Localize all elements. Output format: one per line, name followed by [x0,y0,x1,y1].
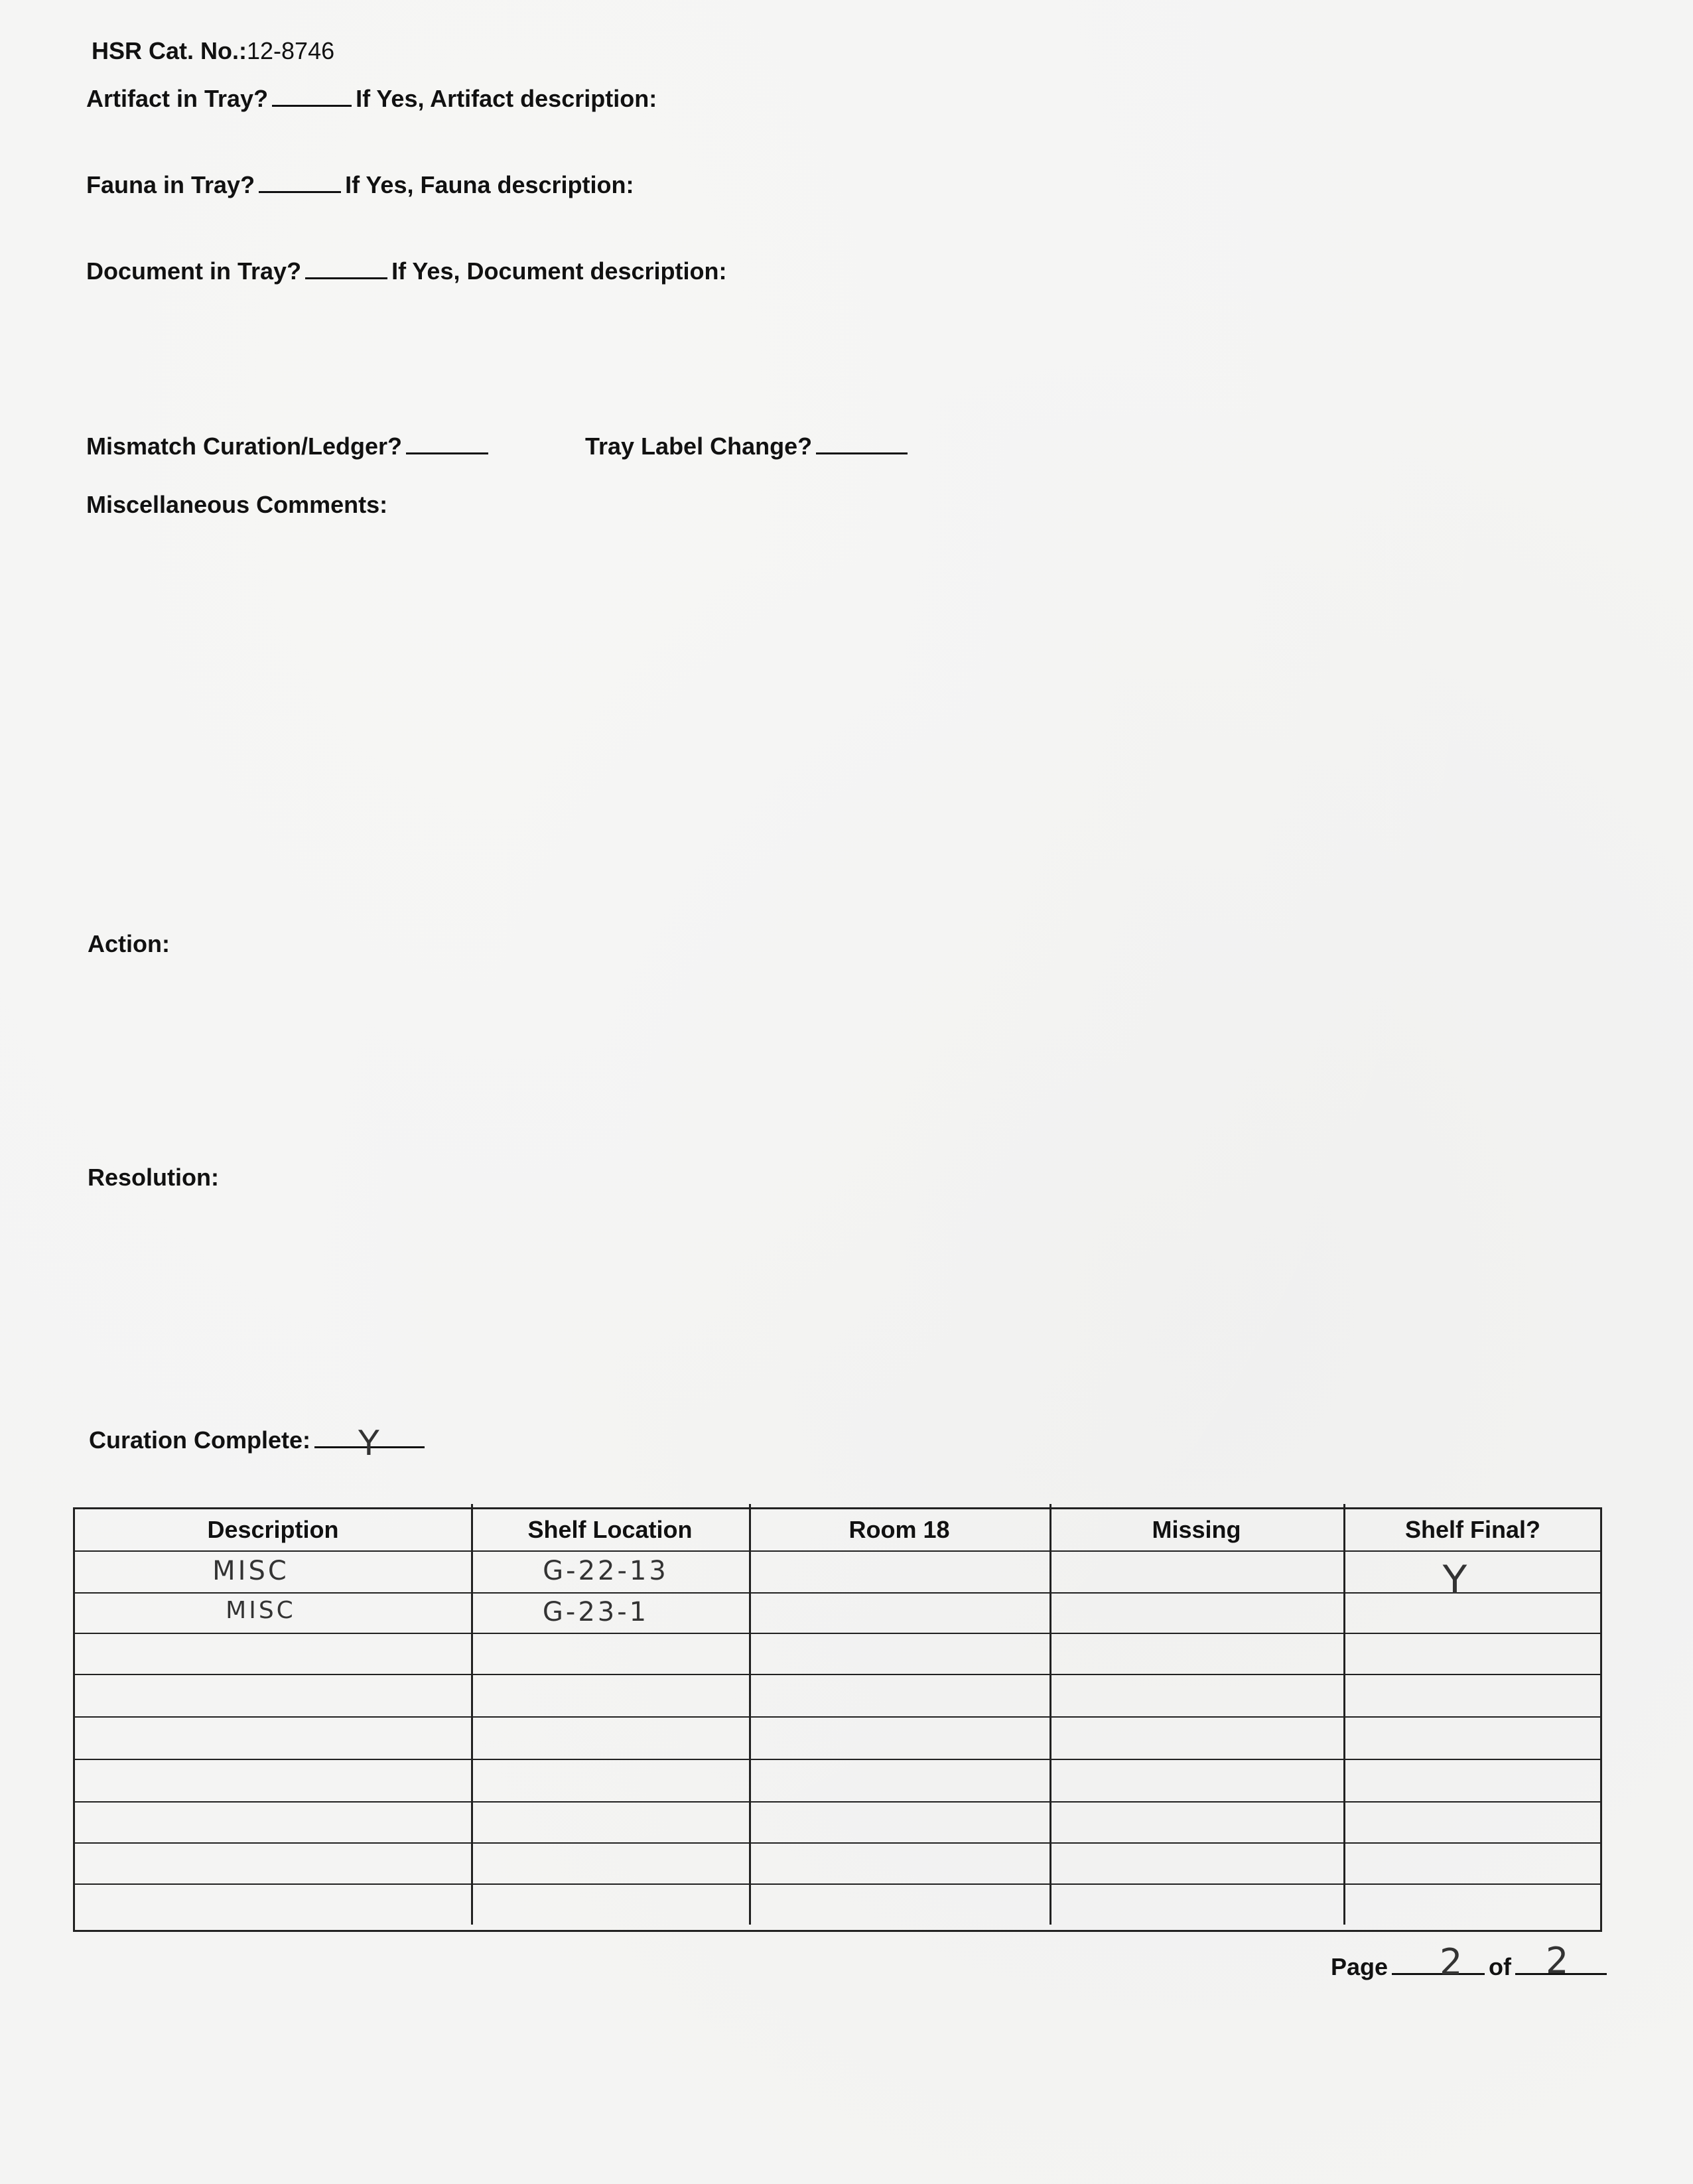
page-blank[interactable] [1392,1953,1485,1975]
tray-label-change-label: Tray Label Change? [585,433,813,460]
table-rule [75,1801,1600,1803]
mismatch-line [86,433,492,460]
artifact-desc-label: If Yes, Artifact description: [356,85,657,112]
document-label: Document in Tray? [86,257,302,285]
table-rule [75,1674,1600,1675]
curation-table [73,1507,1602,1932]
fauna-label: Fauna in Tray? [86,171,255,198]
document-line [86,257,727,285]
of-value: 2 [1546,1940,1572,1982]
row-2-shelf-location: G-23-1 [542,1597,649,1627]
artifact-label: Artifact in Tray? [86,85,269,112]
row-2-description: MISC [226,1597,296,1624]
row-1-shelf-final: Y [1442,1557,1470,1604]
row-1-description: MISC [212,1556,289,1586]
table-rule [75,1883,1600,1885]
document-desc-label: If Yes, Document description: [391,257,727,285]
header-missing: Missing [1152,1516,1241,1543]
mismatch-blank[interactable] [406,433,488,454]
cat-number-line [92,37,334,65]
tray-label-change-blank[interactable] [816,433,908,454]
tray-label-change-line [585,433,912,460]
row-1-shelf-location: G-22-13 [543,1556,669,1586]
artifact-line [86,85,657,113]
fauna-desc-label: If Yes, Fauna description: [345,171,634,198]
header-description: Description [207,1516,339,1543]
curation-complete-value: Y [358,1424,382,1464]
table-rule [75,1759,1600,1760]
header-shelf-location: Shelf Location [527,1516,693,1543]
document-blank[interactable] [305,257,387,279]
fauna-line [86,171,634,199]
of-label: of [1489,1953,1512,1980]
header-shelf-final: Shelf Final? [1404,1516,1540,1543]
misc-comments-label: Miscellaneous Comments: [86,491,388,518]
table-rule [75,1550,1600,1552]
table-column-rule [749,1504,751,1925]
table-rule [75,1716,1600,1718]
mismatch-label: Mismatch Curation/Ledger? [86,433,403,460]
resolution-label: Resolution: [88,1164,219,1191]
table-column-rule [471,1504,473,1925]
curation-complete-label: Curation Complete: [89,1426,311,1454]
table-column-rule [1050,1504,1051,1925]
page-value: 2 [1440,1941,1465,1983]
fauna-blank[interactable] [259,171,341,193]
artifact-blank[interactable] [272,85,352,107]
action-label: Action: [88,930,170,957]
header-room-18: Room 18 [848,1516,950,1543]
table-rule [75,1842,1600,1844]
page-label: Page [1331,1953,1388,1980]
cat-number-label: HSR Cat. No.: [92,37,247,64]
table-rule [75,1633,1600,1634]
cat-number-value: 12-8746 [247,37,335,64]
